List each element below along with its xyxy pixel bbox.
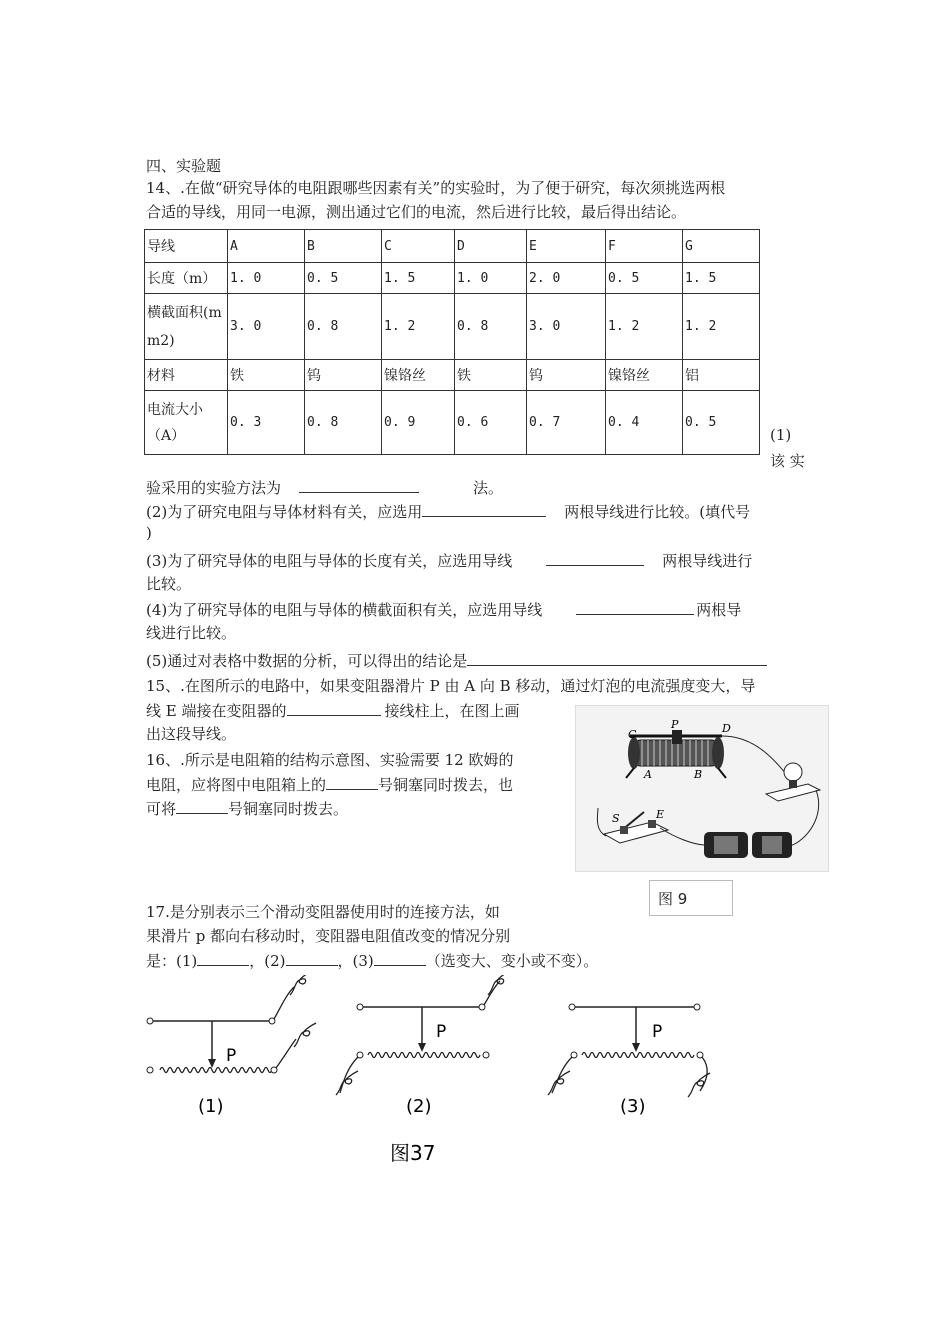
table-cell: D <box>455 230 527 263</box>
figure-37-caption: 图37 <box>390 1141 436 1165</box>
answer-blank-area[interactable] <box>576 598 694 615</box>
answer-blank-rheostat-1[interactable] <box>197 949 249 966</box>
q16-line3-text: 可将 <box>146 800 177 818</box>
q17-line3-suffix: （选变大、变小或不变）。 <box>425 952 599 970</box>
slider-label-3: P <box>652 1022 663 1042</box>
q16-line2-text: 电阻，应将图中电阻箱上的 <box>146 776 327 794</box>
table-cell: 1. 0 <box>228 263 305 294</box>
table-row <box>145 263 760 294</box>
table-cell: 铁 <box>228 360 305 391</box>
table-cell: 1. 5 <box>382 263 455 294</box>
label-s: S <box>612 812 620 825</box>
table-cell: A <box>228 230 305 263</box>
table-row <box>145 391 760 455</box>
q16-line2 <box>146 773 513 796</box>
answer-blank-method[interactable] <box>299 476 419 493</box>
table-cell: 2. 0 <box>527 263 606 294</box>
circuit-drawing <box>576 706 828 871</box>
table-cell: 铁 <box>455 360 527 391</box>
label-p: P <box>671 718 679 731</box>
table-cell: 0. 3 <box>228 391 305 455</box>
table-cell: 材料 <box>145 360 228 391</box>
table-cell: 0. 6 <box>455 391 527 455</box>
figure-9-caption: 图 9 <box>649 880 733 916</box>
q14-s2-close: ) <box>146 524 152 542</box>
q15-line2 <box>146 699 520 722</box>
table-cell: 钨 <box>305 360 382 391</box>
table-cell: 1. 2 <box>683 294 760 360</box>
q14-s2-suffix: 两根导线进行比较。(填代号 <box>564 503 751 521</box>
answer-blank-plug-1[interactable] <box>326 773 378 790</box>
q17-line3-sep2: ，(3) <box>337 952 374 970</box>
sub-label-1: (1) <box>198 1096 224 1117</box>
table-cell: C <box>382 230 455 263</box>
answer-blank-rheostat-3[interactable] <box>374 949 426 966</box>
table-cell: 镍铬丝 <box>606 360 683 391</box>
label-a: A <box>644 768 652 781</box>
rheostat-figure <box>140 975 740 1175</box>
table-row <box>145 294 760 360</box>
answer-blank-terminal[interactable] <box>287 699 381 716</box>
q14-s1-number: (1) <box>770 426 792 444</box>
table-cell: 1. 2 <box>606 294 683 360</box>
table-cell: 0. 5 <box>683 391 760 455</box>
q14-s4-suffix: 两根导 <box>696 601 742 619</box>
table-cell: 0. 8 <box>455 294 527 360</box>
table-cell: 1. 5 <box>683 263 760 294</box>
q16-line3-suffix: 号铜塞同时拨去。 <box>228 800 349 818</box>
answer-blank-material[interactable] <box>422 500 546 517</box>
table-cell: 钨 <box>527 360 606 391</box>
q16-line2-suffix: 号铜塞同时拨去，也 <box>378 776 514 794</box>
answer-blank-rheostat-2[interactable] <box>286 949 338 966</box>
q14-s3-line <box>146 549 752 572</box>
sub-label-2: (2) <box>406 1096 432 1117</box>
table-cell: 3. 0 <box>527 294 606 360</box>
sub-label-3: (3) <box>620 1096 646 1117</box>
q14-s4-line <box>146 598 741 621</box>
label-d: D <box>722 722 731 735</box>
table-cell: 0. 4 <box>606 391 683 455</box>
q14-s5-line <box>146 649 767 672</box>
q14-s3-suffix: 两根导线进行 <box>662 552 753 570</box>
q14-s3-text: (3)为了研究导体的电阻与导体的长度有关，应选用导线 <box>146 552 513 570</box>
label-b: B <box>694 768 703 781</box>
q17-line3-text: 是：(1) <box>146 952 198 970</box>
q16-line1: 16、.所示是电阻箱的结构示意图、实验需要 12 欧姆的 <box>146 751 514 769</box>
slider-label-1: P <box>226 1046 237 1066</box>
table-cell: 0. 5 <box>305 263 382 294</box>
rheostat-2 <box>336 975 510 1095</box>
q15-line1: 15、.在图所示的电路中，如果变阻器滑片 P 由 A 向 B 移动，通过灯泡的电流强度变大，导 <box>146 677 756 695</box>
table-cell: 0. 9 <box>382 391 455 455</box>
table-cell: 1. 0 <box>455 263 527 294</box>
circuit-figure <box>575 705 829 872</box>
table-cell: 0. 8 <box>305 294 382 360</box>
rheostat-3 <box>548 1004 710 1097</box>
section-heading: 四、实验题 <box>146 157 222 175</box>
table-cell: 0. 7 <box>527 391 606 455</box>
table-row <box>145 360 760 391</box>
q14-line2: 合适的导线，用同一电源，测出通过它们的电流，然后进行比较，最后得出结论。 <box>146 203 687 221</box>
label-e: E <box>656 808 665 821</box>
table-cell: 3. 0 <box>228 294 305 360</box>
q15-line2-text: 线 E 端接在变阻器的 <box>146 702 287 720</box>
table-cell: 铝 <box>683 360 760 391</box>
table-header-row <box>145 230 760 263</box>
q14-s4-continued: 线进行比较。 <box>146 624 237 642</box>
q14-s1-continued: 该 实 <box>770 452 805 470</box>
table-cell: 0. 8 <box>305 391 382 455</box>
table-cell: F <box>606 230 683 263</box>
label-c: C <box>628 728 637 741</box>
table-cell: 长度（m） <box>145 263 228 294</box>
q14-s3-continued: 比较。 <box>146 575 192 593</box>
answer-blank-length[interactable] <box>546 549 644 566</box>
q14-s2-line <box>146 500 750 523</box>
table-cell: 镍铬丝 <box>382 360 455 391</box>
q17-line3 <box>146 949 598 972</box>
q14-s4-text: (4)为了研究导体的电阻与导体的横截面积有关，应选用导线 <box>146 601 543 619</box>
table-cell: 电流大小（A） <box>145 391 228 455</box>
q17-line3-sep1: ，(2) <box>249 952 286 970</box>
q16-line3 <box>146 797 348 820</box>
q17-line2: 果滑片 p 都向右移动时，变阻器电阻值改变的情况分别 <box>146 927 511 945</box>
table-cell: 0. 5 <box>606 263 683 294</box>
q14-s1-text: 验采用的实验方法为 <box>146 479 282 497</box>
q14-line1: 14、.在做“研究导体的电阻跟哪些因素有关”的实验时，为了便于研究，每次须挑选两根 <box>146 179 726 197</box>
table-cell: 横截面积(m m2) <box>145 294 228 360</box>
q14-s1-line <box>146 476 503 499</box>
q15-line2-suffix: 接线柱上，在图上画 <box>384 702 520 720</box>
table-cell: G <box>683 230 760 263</box>
q14-s1-suffix: 法。 <box>473 479 504 497</box>
table-cell: E <box>527 230 606 263</box>
table-cell: 导线 <box>145 230 228 263</box>
resistance-data-table <box>144 229 760 455</box>
answer-blank-plug-2[interactable] <box>176 797 228 814</box>
answer-blank-conclusion[interactable] <box>467 649 767 666</box>
q15-line3: 出这段导线。 <box>146 725 237 743</box>
table-cell: 1. 2 <box>382 294 455 360</box>
slider-label-2: P <box>436 1022 447 1042</box>
q14-s2-text: (2)为了研究电阻与导体材料有关，应选用 <box>146 503 423 521</box>
table-cell: B <box>305 230 382 263</box>
q17-line1: 17.是分别表示三个滑动变阻器使用时的连接方法，如 <box>146 903 500 921</box>
q14-s5-text: (5)通过对表格中数据的分析，可以得出的结论是 <box>146 652 468 670</box>
